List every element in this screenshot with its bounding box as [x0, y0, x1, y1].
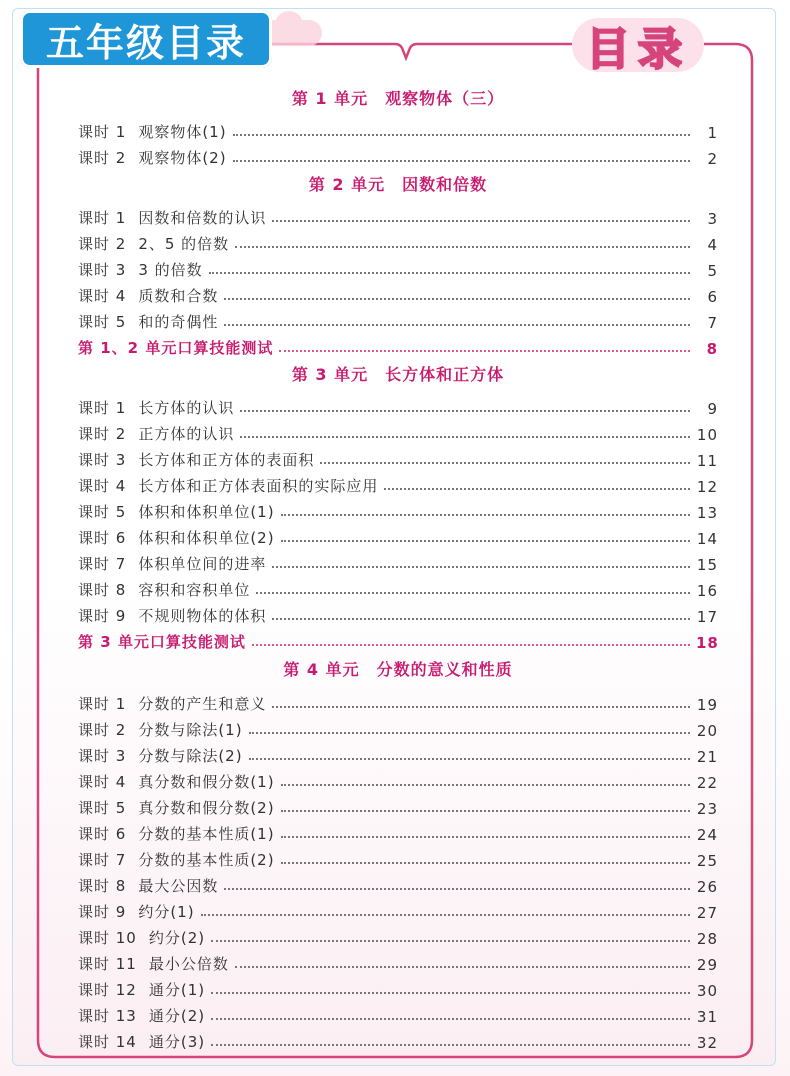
dot-leader	[224, 888, 690, 890]
lesson-name: 分数的产生和意义	[138, 695, 267, 713]
dot-leader	[320, 462, 690, 464]
dot-leader	[201, 914, 690, 916]
page-number: 4	[707, 236, 718, 254]
dot-leader	[240, 436, 690, 438]
lesson-name: 观察物体(1)	[138, 123, 227, 141]
page-number: 17	[696, 608, 718, 626]
lesson-number: 课时 2	[78, 149, 127, 167]
dot-leader	[272, 706, 690, 708]
toc-entry[interactable]	[78, 714, 718, 740]
contents-badge	[572, 18, 704, 75]
unit-title: 第 2 单元 因数和倍数	[308, 175, 488, 194]
lesson-number: 课时 10	[78, 929, 137, 947]
unit-title: 第 3 单元 长方体和正方体	[291, 365, 505, 384]
lesson-name: 因数和倍数的认识	[138, 209, 267, 227]
lesson-name: 体积单位间的进率	[138, 555, 267, 573]
unit-title: 第 4 单元 分数的意义和性质	[283, 660, 513, 679]
page-number: 7	[707, 314, 718, 332]
test-name: 第 1、2 单元口算技能测试	[78, 339, 274, 357]
toc-entry[interactable]	[78, 818, 718, 844]
dot-leader	[384, 488, 690, 490]
lesson-name: 通分(3)	[148, 1033, 206, 1051]
lesson-name: 通分(1)	[148, 981, 206, 999]
lesson-number: 课时 1	[78, 399, 127, 417]
page-number: 27	[696, 904, 718, 922]
lesson-name: 分数的基本性质(1)	[138, 825, 275, 843]
dot-leader	[249, 758, 690, 760]
toc-entry[interactable]	[78, 1026, 718, 1052]
lesson-name: 真分数和假分数(1)	[138, 773, 275, 791]
toc-entry[interactable]	[78, 740, 718, 766]
page-number: 6	[707, 288, 718, 306]
page-number: 8	[706, 340, 718, 358]
dot-leader	[281, 810, 690, 812]
lesson-name: 2、5 的倍数	[138, 235, 230, 253]
lesson-number: 课时 3	[78, 261, 127, 279]
toc-entry[interactable]	[78, 974, 718, 1000]
lesson-name: 正方体的认识	[138, 425, 235, 443]
lesson-number: 课时 8	[78, 877, 127, 895]
dot-leader	[252, 644, 690, 646]
toc-entry[interactable]	[78, 254, 718, 280]
toc-entry[interactable]	[78, 202, 718, 228]
dot-leader	[272, 566, 690, 568]
page-number: 14	[696, 530, 718, 548]
page-number: 11	[696, 452, 718, 470]
toc-entry[interactable]	[78, 896, 718, 922]
lesson-name: 体积和体积单位(2)	[138, 529, 275, 547]
page-number: 3	[707, 210, 718, 228]
toc-entry[interactable]	[78, 280, 718, 306]
page-number: 13	[696, 504, 718, 522]
dot-leader	[211, 1044, 690, 1046]
toc-entry[interactable]	[78, 870, 718, 896]
page-number: 19	[696, 696, 718, 714]
table-of-contents	[78, 84, 718, 1052]
lesson-number: 课时 7	[78, 555, 127, 573]
lesson-name: 体积和体积单位(1)	[138, 503, 275, 521]
lesson-name: 最大公因数	[138, 877, 219, 895]
lesson-name: 最小公倍数	[148, 955, 229, 973]
lesson-name: 约分(1)	[138, 903, 195, 921]
toc-entry[interactable]	[78, 496, 718, 522]
lesson-number: 课时 2	[78, 721, 127, 739]
dot-leader	[281, 514, 690, 516]
lesson-name: 3 的倍数	[138, 261, 203, 279]
lesson-number: 课时 12	[78, 981, 137, 999]
dot-leader	[256, 592, 690, 594]
lesson-number: 课时 4	[78, 287, 127, 305]
lesson-name: 分数与除法(1)	[138, 721, 243, 739]
dot-leader	[211, 992, 690, 994]
lesson-number: 课时 5	[78, 313, 127, 331]
toc-entry[interactable]	[78, 792, 718, 818]
page-number: 32	[696, 1034, 718, 1052]
lesson-number: 课时 8	[78, 581, 127, 599]
page-number: 10	[696, 426, 718, 444]
lesson-number: 课时 6	[78, 529, 127, 547]
page-number: 22	[696, 774, 718, 792]
dot-leader	[235, 966, 690, 968]
lesson-number: 课时 7	[78, 851, 127, 869]
page-number: 16	[696, 582, 718, 600]
page-number: 12	[696, 478, 718, 496]
dot-leader	[279, 350, 690, 352]
dot-leader	[209, 272, 690, 274]
toc-entry[interactable]	[78, 306, 718, 332]
dot-leader	[211, 940, 690, 942]
dot-leader	[281, 836, 690, 838]
toc-entry[interactable]	[78, 116, 718, 142]
toc-entry[interactable]	[78, 1000, 718, 1026]
dot-leader	[235, 246, 690, 248]
lesson-name: 长方体和正方体表面积的实际应用	[138, 477, 379, 495]
lesson-number: 课时 1	[78, 123, 127, 141]
dot-leader	[272, 618, 690, 620]
lesson-number: 课时 3	[78, 747, 127, 765]
lesson-number: 课时 9	[78, 607, 127, 625]
dot-leader	[281, 784, 690, 786]
lesson-number: 课时 2	[78, 425, 127, 443]
page-number: 26	[696, 878, 718, 896]
dot-leader	[272, 220, 690, 222]
contents-badge-label: 目录	[586, 24, 690, 75]
lesson-name: 分数的基本性质(2)	[138, 851, 275, 869]
page-number: 1	[707, 124, 718, 142]
page-number: 18	[696, 634, 719, 652]
page-number: 20	[696, 722, 718, 740]
page-number: 31	[696, 1008, 718, 1026]
page-number: 15	[696, 556, 718, 574]
lesson-name: 真分数和假分数(2)	[138, 799, 275, 817]
dot-leader	[211, 1018, 690, 1020]
lesson-number: 课时 13	[78, 1007, 137, 1025]
toc-entry[interactable]	[78, 766, 718, 792]
lesson-name: 通分(2)	[148, 1007, 206, 1025]
toc-entry[interactable]	[78, 948, 718, 974]
toc-entry[interactable]	[78, 418, 718, 444]
toc-entry[interactable]	[78, 688, 718, 714]
dot-leader	[233, 160, 690, 162]
lesson-name: 不规则物体的体积	[138, 607, 267, 625]
lesson-number: 课时 6	[78, 825, 127, 843]
page-number: 28	[696, 930, 718, 948]
toc-entry[interactable]	[78, 574, 718, 600]
toc-entry[interactable]	[78, 844, 718, 870]
lesson-name: 约分(2)	[148, 929, 206, 947]
lesson-number: 课时 1	[78, 695, 127, 713]
page-number: 21	[696, 748, 718, 766]
page-number: 29	[696, 956, 718, 974]
toc-entry[interactable]	[78, 600, 718, 626]
lesson-number: 课时 5	[78, 503, 127, 521]
grade-tab-label: 五年级目录	[45, 20, 246, 65]
toc-test-entry[interactable]	[78, 332, 718, 358]
dot-leader	[224, 324, 690, 326]
toc-entry[interactable]	[78, 444, 718, 470]
lesson-number: 课时 4	[78, 773, 127, 791]
dot-leader	[249, 732, 690, 734]
page-number: 9	[707, 400, 718, 418]
test-name: 第 3 单元口算技能测试	[78, 633, 246, 651]
lesson-name: 容积和容积单位	[138, 581, 251, 599]
toc-entry[interactable]	[78, 522, 718, 548]
lesson-name: 分数与除法(2)	[138, 747, 243, 765]
page-number: 24	[696, 826, 718, 844]
page-number: 2	[707, 150, 718, 168]
lesson-number: 课时 1	[78, 209, 127, 227]
lesson-number: 课时 9	[78, 903, 127, 921]
toc-entry[interactable]	[78, 228, 718, 254]
lesson-number: 课时 5	[78, 799, 127, 817]
page-number: 25	[696, 852, 718, 870]
lesson-number: 课时 3	[78, 451, 127, 469]
page-number: 23	[696, 800, 718, 818]
lesson-name: 观察物体(2)	[138, 149, 227, 167]
toc-entry[interactable]	[78, 922, 718, 948]
toc-entry[interactable]	[78, 142, 718, 168]
lesson-name: 质数和合数	[138, 287, 219, 305]
dot-leader	[233, 134, 690, 136]
toc-entry[interactable]	[78, 392, 718, 418]
lesson-name: 长方体和正方体的表面积	[138, 451, 315, 469]
lesson-number: 课时 2	[78, 235, 127, 253]
toc-entry[interactable]	[78, 548, 718, 574]
dot-leader	[281, 540, 690, 542]
lesson-number: 课时 14	[78, 1033, 137, 1051]
lesson-number: 课时 11	[78, 955, 137, 973]
grade-tab	[20, 10, 272, 68]
dot-leader	[281, 862, 690, 864]
dot-leader	[240, 410, 690, 412]
lesson-name: 长方体的认识	[138, 399, 235, 417]
dot-leader	[224, 298, 690, 300]
lesson-number: 课时 4	[78, 477, 127, 495]
page-number: 5	[707, 262, 718, 280]
page-number: 30	[696, 982, 718, 1000]
lesson-name: 和的奇偶性	[138, 313, 219, 331]
unit-title: 第 1 单元 观察物体（三）	[291, 89, 505, 108]
toc-test-entry[interactable]	[78, 626, 718, 652]
toc-entry[interactable]	[78, 470, 718, 496]
